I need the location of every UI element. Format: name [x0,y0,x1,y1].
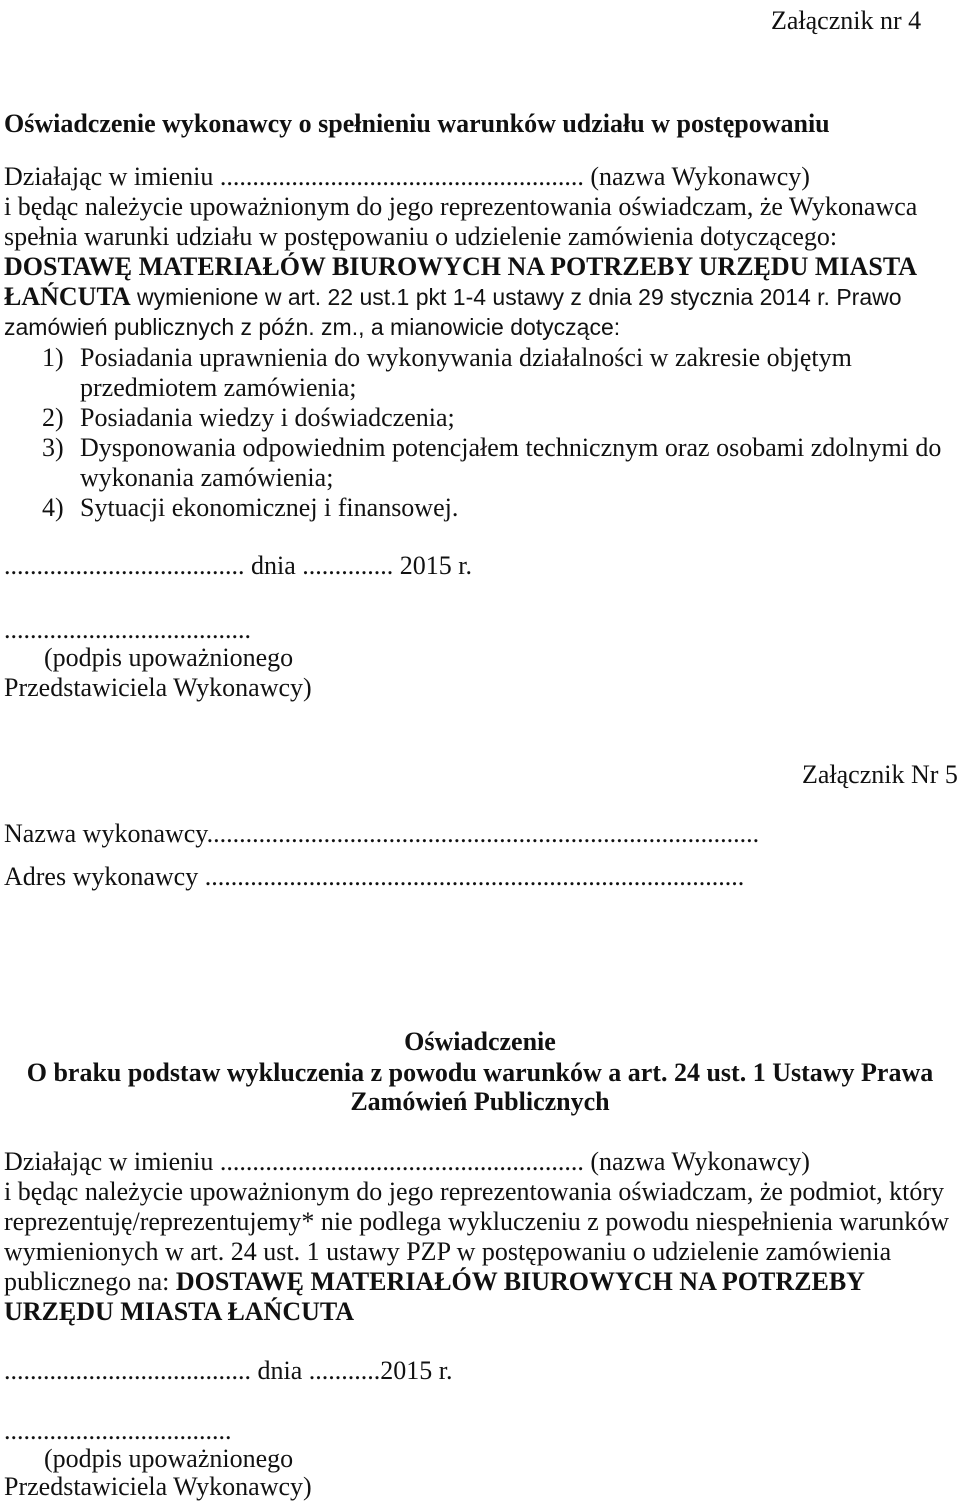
list-item-text: Posiadania wiedzy i doświadczenia; [80,403,455,432]
subject-line: DOSTAWĘ MATERIAŁÓW BIUROWYCH NA POTRZEBY URZĘDU MIASTA [4,252,918,281]
signature-caption: (podpis upoważnionego [44,643,294,672]
list-item-text: przedmiotem zamówienia; [80,373,357,402]
list-item [42,495,64,521]
contractor-address-field: Adres wykonawcy ................................................................................... [4,862,745,891]
list-number: 4) [42,493,64,522]
attachment-label-5: Załącznik Nr 5 [802,760,958,789]
list-number: 3) [42,433,64,462]
signature-caption-role: Przedstawiciela Wykonawcy) [4,673,312,702]
declaration-subtitle: O braku podstaw wykluczenia z powodu warunków a art. 24 ust. 1 Ustawy Prawa [26,1058,934,1087]
signature-dots: ................................... [4,1416,232,1445]
on-behalf-line: Działając w imieniu ........................................................ (nazwa Wykonawcy) [4,162,810,191]
contractor-name-field: Nazwa wykonawcy..................................................................................... [4,819,760,848]
list-item-text: wykonania zamówienia; [80,463,334,492]
subject-city: ŁAŃCUTA [4,282,131,311]
authorization-line: i będąc należycie upoważnionym do jego reprezentowania oświadczam, że podmiot, który [4,1177,944,1206]
date-field: ...................................... dnia ...........2015 r. [4,1356,453,1385]
list-item [42,405,64,431]
declaration-title: Oświadczenie [404,1027,556,1056]
procurement-prefix: publicznego na: [4,1267,176,1296]
attachment-label-4: Załącznik nr 4 [771,6,922,35]
statement-title: Oświadczenie wykonawcy o spełnieniu warunków udziału w postępowaniu [4,109,830,138]
list-number: 1) [42,343,64,372]
procurement-line [4,1269,865,1295]
list-item-text: Sytuacji ekonomicznej i finansowej. [80,493,459,522]
legal-basis-line [4,284,902,310]
legal-basis-line: wymienionych w art. 24 ust. 1 ustawy PZP w postępowaniu o udzielenie zamówienia [4,1237,892,1266]
amendments-line: zamówień publicznych z późn. zm., a mianowicie dotyczące: [4,314,621,340]
authorization-line: i będąc należycie upoważnionym do jego reprezentowania oświadczam, że Wykonawca [4,192,918,221]
signature-caption: (podpis upoważnionego [44,1444,294,1473]
list-item-text: Dysponowania odpowiednim potencjałem technicznym oraz osobami zdolnymi do [80,433,942,462]
subject-line: DOSTAWĘ MATERIAŁÓW BIUROWYCH NA POTRZEBY [175,1267,865,1296]
exclusion-line: reprezentuję/reprezentujemy* nie podlega wykluczeniu z powodu niespełnienia warunków [4,1207,950,1236]
list-item-text: Posiadania uprawnienia do wykonywania działalności w zakresie objętym [80,343,852,372]
signature-dots: ...................................... [4,615,251,644]
signature-caption-role: Przedstawiciela Wykonawcy) [4,1472,312,1501]
list-item [42,435,64,461]
legal-basis-text: wymienione w art. 22 ust.1 pkt 1-4 ustawy z dnia 29 stycznia 2014 r. Prawo [130,284,902,310]
conditions-line: spełnia warunki udziału w postępowaniu o udzielenie zamówienia dotyczącego: [4,222,838,251]
date-field: ..................................... dnia .............. 2015 r. [4,551,472,580]
subject-city: URZĘDU MIASTA ŁAŃCUTA [4,1297,355,1326]
declaration-subtitle-cont: Zamówień Publicznych [350,1087,610,1116]
on-behalf-line: Działając w imieniu ........................................................ (nazwa Wykonawcy) [4,1147,810,1176]
list-number: 2) [42,403,64,432]
list-item [42,345,64,371]
